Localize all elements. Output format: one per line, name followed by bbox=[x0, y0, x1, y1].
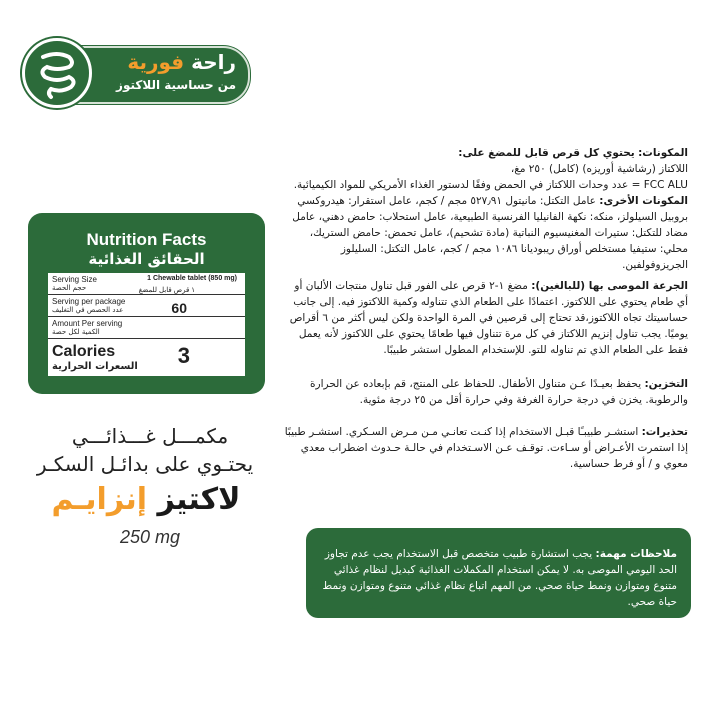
serving-size-row bbox=[48, 273, 245, 295]
dosage-text: مضغ ١-٢ قرص على الفور قبل تناول منتجات الألبان أو أي طعام يحتوي على اللاكتوز. اعتمادًا على الطعام الذي تتناوله وكمية اللاكتوز فيه. إلى جانب حساسيتك تجاه اللاكتوز،قد تحتاج إلى قرصين في المرة الواحدة ولكن ليس أكثر من ٦ أقراص يوميًا. يجب تناول إنزيم اللاكتاز في كل مرة تتناول فيها طعامًا يحتوي على اللاكتوز لأنه يعمل فقط على الطعام الذي تم تناوله للتو. للإستخدام المطول استشر طبيبًا. bbox=[289, 280, 688, 356]
ingredients-section bbox=[283, 145, 688, 273]
logo-title-word1: راحة bbox=[191, 50, 236, 74]
serving-size-value-en: 1 Chewable tablet (850 mg) bbox=[147, 275, 237, 282]
warnings-title: تحذيرات: bbox=[641, 426, 688, 438]
dosage-title: الجرعة الموصى بها (للبالغين): bbox=[531, 280, 688, 292]
storage-title: التخزين: bbox=[644, 378, 688, 390]
other-ingredients-text: عامل التكتل: مانيتول ٥٢٧٫٩١ مجم / كجم، عامل استقرار: هيدروكسي بروبيل السيلولز، منكه: نكهة الفانيليا الفرنسية الطبيعية، عامل استحلاب: حامض دهني، عامل مضاد للتكتل: ستيرات المغنيسيوم النباتية (مادة تشحيم)، عامل تحمض: حامض الستريك، محلي: ستيفيا مستخلص أوراق ريبوديانا ١٠٨٦ مجم / كجم، عامل التكتل: السليلوز الجريزوفولفين. bbox=[292, 195, 688, 271]
servings-label-ar: عدد الحصص في التغليف bbox=[52, 306, 124, 314]
servings-per-package-row bbox=[48, 295, 245, 317]
intestine-icon bbox=[22, 38, 92, 108]
product-type: مكمـــل غـــذائـــي bbox=[71, 424, 229, 448]
storage-text: يحفظ بعيـدًا عـن متناول الأطفال. للحفاظ على المنتج، قم بإبعاده عن الحرارة والرطوبة. يخزن في درجة حرارة الغرفة وفي حرارة أقل من ٢٥ درجة مئوية. bbox=[310, 378, 688, 406]
storage-section bbox=[283, 376, 688, 408]
serving-size-value-ar: ١ قرص قابل للمضغ bbox=[138, 287, 195, 294]
amount-label-ar: الكمية لكل حصة bbox=[52, 328, 100, 336]
important-notes-box bbox=[306, 528, 691, 618]
ingredients-title: المكونات: bbox=[638, 147, 688, 159]
ingredients-line2: FCC ALU = عدد وحدات اللاكتاز في الحمض وفقًا لدستور الغذاء الأمريكي للمواد الكيميائية. bbox=[293, 179, 688, 191]
calories-label-ar: السعرات الحرارية bbox=[52, 361, 138, 372]
product-name bbox=[20, 482, 272, 517]
nutrition-table bbox=[48, 273, 245, 376]
important-notes bbox=[320, 546, 677, 610]
important-notes-text: يجب استشارة طبيب متخصص قبل الاستخدام يجب عدم تجاوز الحد اليومي الموصى به. لا يمكن استخدام المكملات الغذائية كبديل لنظام غذائي متنوع ومتوازن ونمط حياة صحي. من المهم اتباع نظام غذائي متنوع ومتوازن ونمط حياة صحي. bbox=[322, 548, 677, 608]
calories-row bbox=[48, 339, 245, 376]
product-name-part2: إنزايـم bbox=[51, 482, 148, 517]
warnings-text: استشـر طبيبـًا قبـل الاستخدام إذا كنـت تعانـي مـن مـرض السـكري. استشـر طبيبًا إذا استمرت الأعـراض أو سـاءت. توقـف عـن الاسـتخدام في حالـة حـدوث اضطراب معدي معوي و / أو فرط حساسية. bbox=[284, 426, 688, 470]
serving-size-label-ar: حجم الحصة bbox=[52, 284, 87, 292]
nutrition-title-en: Nutrition Facts bbox=[86, 230, 207, 249]
amount-label-en: Amount Per serving bbox=[52, 319, 123, 328]
logo-title bbox=[127, 50, 236, 74]
important-notes-title: ملاحظات مهمة: bbox=[595, 548, 677, 560]
product-name-part1: لاكتيز bbox=[157, 482, 241, 517]
brand-logo bbox=[22, 38, 250, 100]
nutrition-title-ar: الحقائق الغذائية bbox=[88, 250, 205, 268]
serving-size-label-en: Serving Size bbox=[52, 275, 97, 284]
servings-label-en: Serving per package bbox=[52, 297, 126, 306]
nutrition-facts-card bbox=[28, 213, 265, 394]
ingredients-line1: اللاكتاز (رشاشية أوريزه) (كامل) ٢٥٠ مغ، bbox=[510, 163, 688, 175]
calories-value: 3 bbox=[177, 343, 190, 368]
warnings-section bbox=[283, 424, 688, 472]
amount-per-serving-row bbox=[48, 317, 245, 339]
logo-title-word2: فورية bbox=[127, 50, 185, 74]
product-dose: 250 mg bbox=[119, 527, 181, 547]
other-ingredients-title: المكونات الأخرى: bbox=[599, 195, 688, 207]
calories-label-en: Calories bbox=[52, 343, 116, 360]
logo-subtitle: من حساسية اللاكتوز bbox=[116, 78, 236, 92]
servings-value: 60 bbox=[171, 300, 187, 316]
ingredients-lead: يحتوي كل قرص قابل للمضغ على: bbox=[458, 147, 635, 159]
dosage-section bbox=[283, 278, 688, 358]
product-description: يحتـوي على بدائـل السكـر bbox=[36, 452, 254, 476]
